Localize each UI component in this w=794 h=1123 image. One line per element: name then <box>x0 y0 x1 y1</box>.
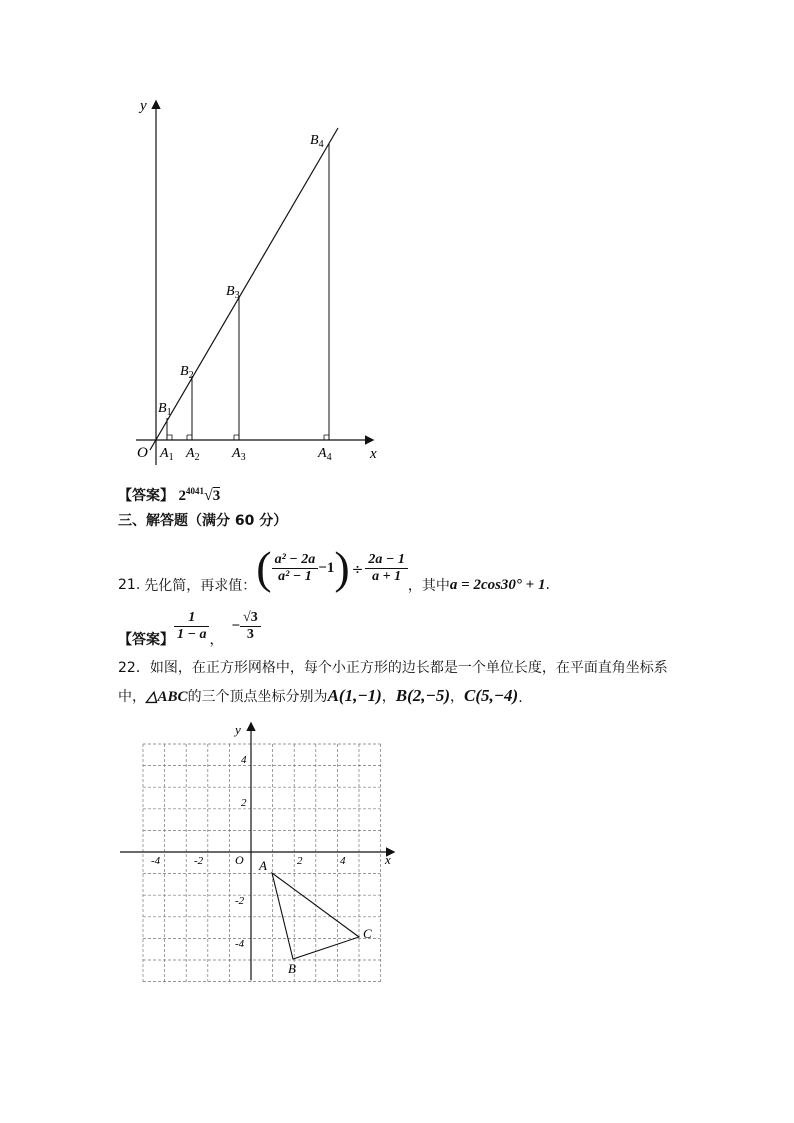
y-axis-label: y <box>140 98 147 114</box>
vertex-label-a: A <box>259 858 267 873</box>
q21-divide: ÷ <box>351 562 364 578</box>
answer-base: 2 <box>178 488 186 504</box>
q22-point-a: A(1,−1) <box>327 686 382 705</box>
grid-y-label: y <box>235 722 241 737</box>
answer21-prefix: 【答案】 <box>118 632 174 648</box>
answer21-numerator: 1 <box>174 610 209 627</box>
q22-point-b: B(2,−5) <box>395 686 450 705</box>
q22-end: . <box>518 690 523 706</box>
q21-end: . <box>545 577 550 593</box>
x-tick-4: 4 <box>340 855 346 867</box>
q22-line1: 22．如图，在正方形网格中，每个小正方形的边长都是一个单位长度，在平面直角坐标系 <box>118 660 668 676</box>
y-tick-2: 2 <box>241 797 247 809</box>
y-tick-neg2: -2 <box>235 895 245 907</box>
figure-line-staircase <box>120 90 390 465</box>
q22-triangle: △ABC <box>146 689 188 705</box>
y-tick-neg4: -4 <box>235 938 245 950</box>
vertex-label-b: B <box>288 961 296 976</box>
label-a2: $A_2$ <box>186 446 200 463</box>
q21-numerator-2: 2a − 1 <box>365 552 407 569</box>
slanted-line <box>150 128 338 450</box>
label-b2: $B_2$ <box>180 364 194 381</box>
label-a3: $A_3$ <box>232 446 246 463</box>
answer-prefix: 【答案】 <box>118 488 174 504</box>
q21-number: 21. <box>118 577 141 593</box>
x-tick-neg4: -4 <box>151 855 161 867</box>
answer21-sep: ， <box>209 632 224 648</box>
grid-x-label: x <box>385 852 391 867</box>
answer21-neg: − <box>231 617 241 634</box>
q22-point-c: C(5,−4) <box>464 686 519 705</box>
q21-text-mid: ，其中 <box>407 578 450 594</box>
coordinate-grid-figure <box>115 718 400 983</box>
label-b3: $B_3$ <box>226 284 240 301</box>
answer-21 <box>118 603 261 649</box>
q21-text-before: 先化简，再求值： <box>144 578 257 594</box>
answer-20: 【答案】 $2^{4041}√3$ <box>118 486 221 504</box>
label-a1: $A_1$ <box>160 446 174 463</box>
x-tick-2: 2 <box>297 855 303 867</box>
label-a4: $A_4$ <box>318 446 332 463</box>
y-tick-4: 4 <box>241 754 247 766</box>
answer-radicand: 3 <box>212 488 221 504</box>
answer21-numerator-2: √3 <box>240 610 261 627</box>
q22-line2 <box>118 686 523 706</box>
answer21-denominator-2: 3 <box>246 626 254 642</box>
q22-line2-a: 中， <box>118 689 146 705</box>
question-21: 21. 先化简，再求值： ( $\frac{\text{a² − 2a}}{\text{a² − 1}}$ −1 ) ÷ $\frac{2a - 1}{a + 1}$ ，其中 a = 2cos30° + 1 . <box>118 542 550 594</box>
q21-denominator-1: a² − 1 <box>278 568 312 584</box>
q21-denominator-2: a + 1 <box>372 568 402 584</box>
origin-label: O <box>137 445 148 461</box>
label-b1: $B_1$ <box>158 401 172 418</box>
q21-minus-one: −1 <box>318 559 335 576</box>
grid-origin-label: O <box>235 853 244 867</box>
section-title: 三、解答题（满分 60 分） <box>118 513 288 529</box>
label-b4: $B_4$ <box>310 133 324 150</box>
q22-comma-1: ， <box>381 689 396 705</box>
answer21-denominator: 1 − a <box>177 626 207 642</box>
q21-condition: a = 2cos30° + 1 <box>449 576 546 593</box>
q22-comma-2: ， <box>450 689 464 705</box>
q22-line2-b: 的三个顶点坐标分别为 <box>187 689 328 705</box>
x-tick-neg2: -2 <box>194 855 204 867</box>
x-axis-label: x <box>370 446 377 462</box>
answer-exponent: 4041 <box>185 486 204 496</box>
q21-numerator-1: a² − 2a <box>272 552 319 569</box>
vertex-label-c: C <box>363 926 372 941</box>
